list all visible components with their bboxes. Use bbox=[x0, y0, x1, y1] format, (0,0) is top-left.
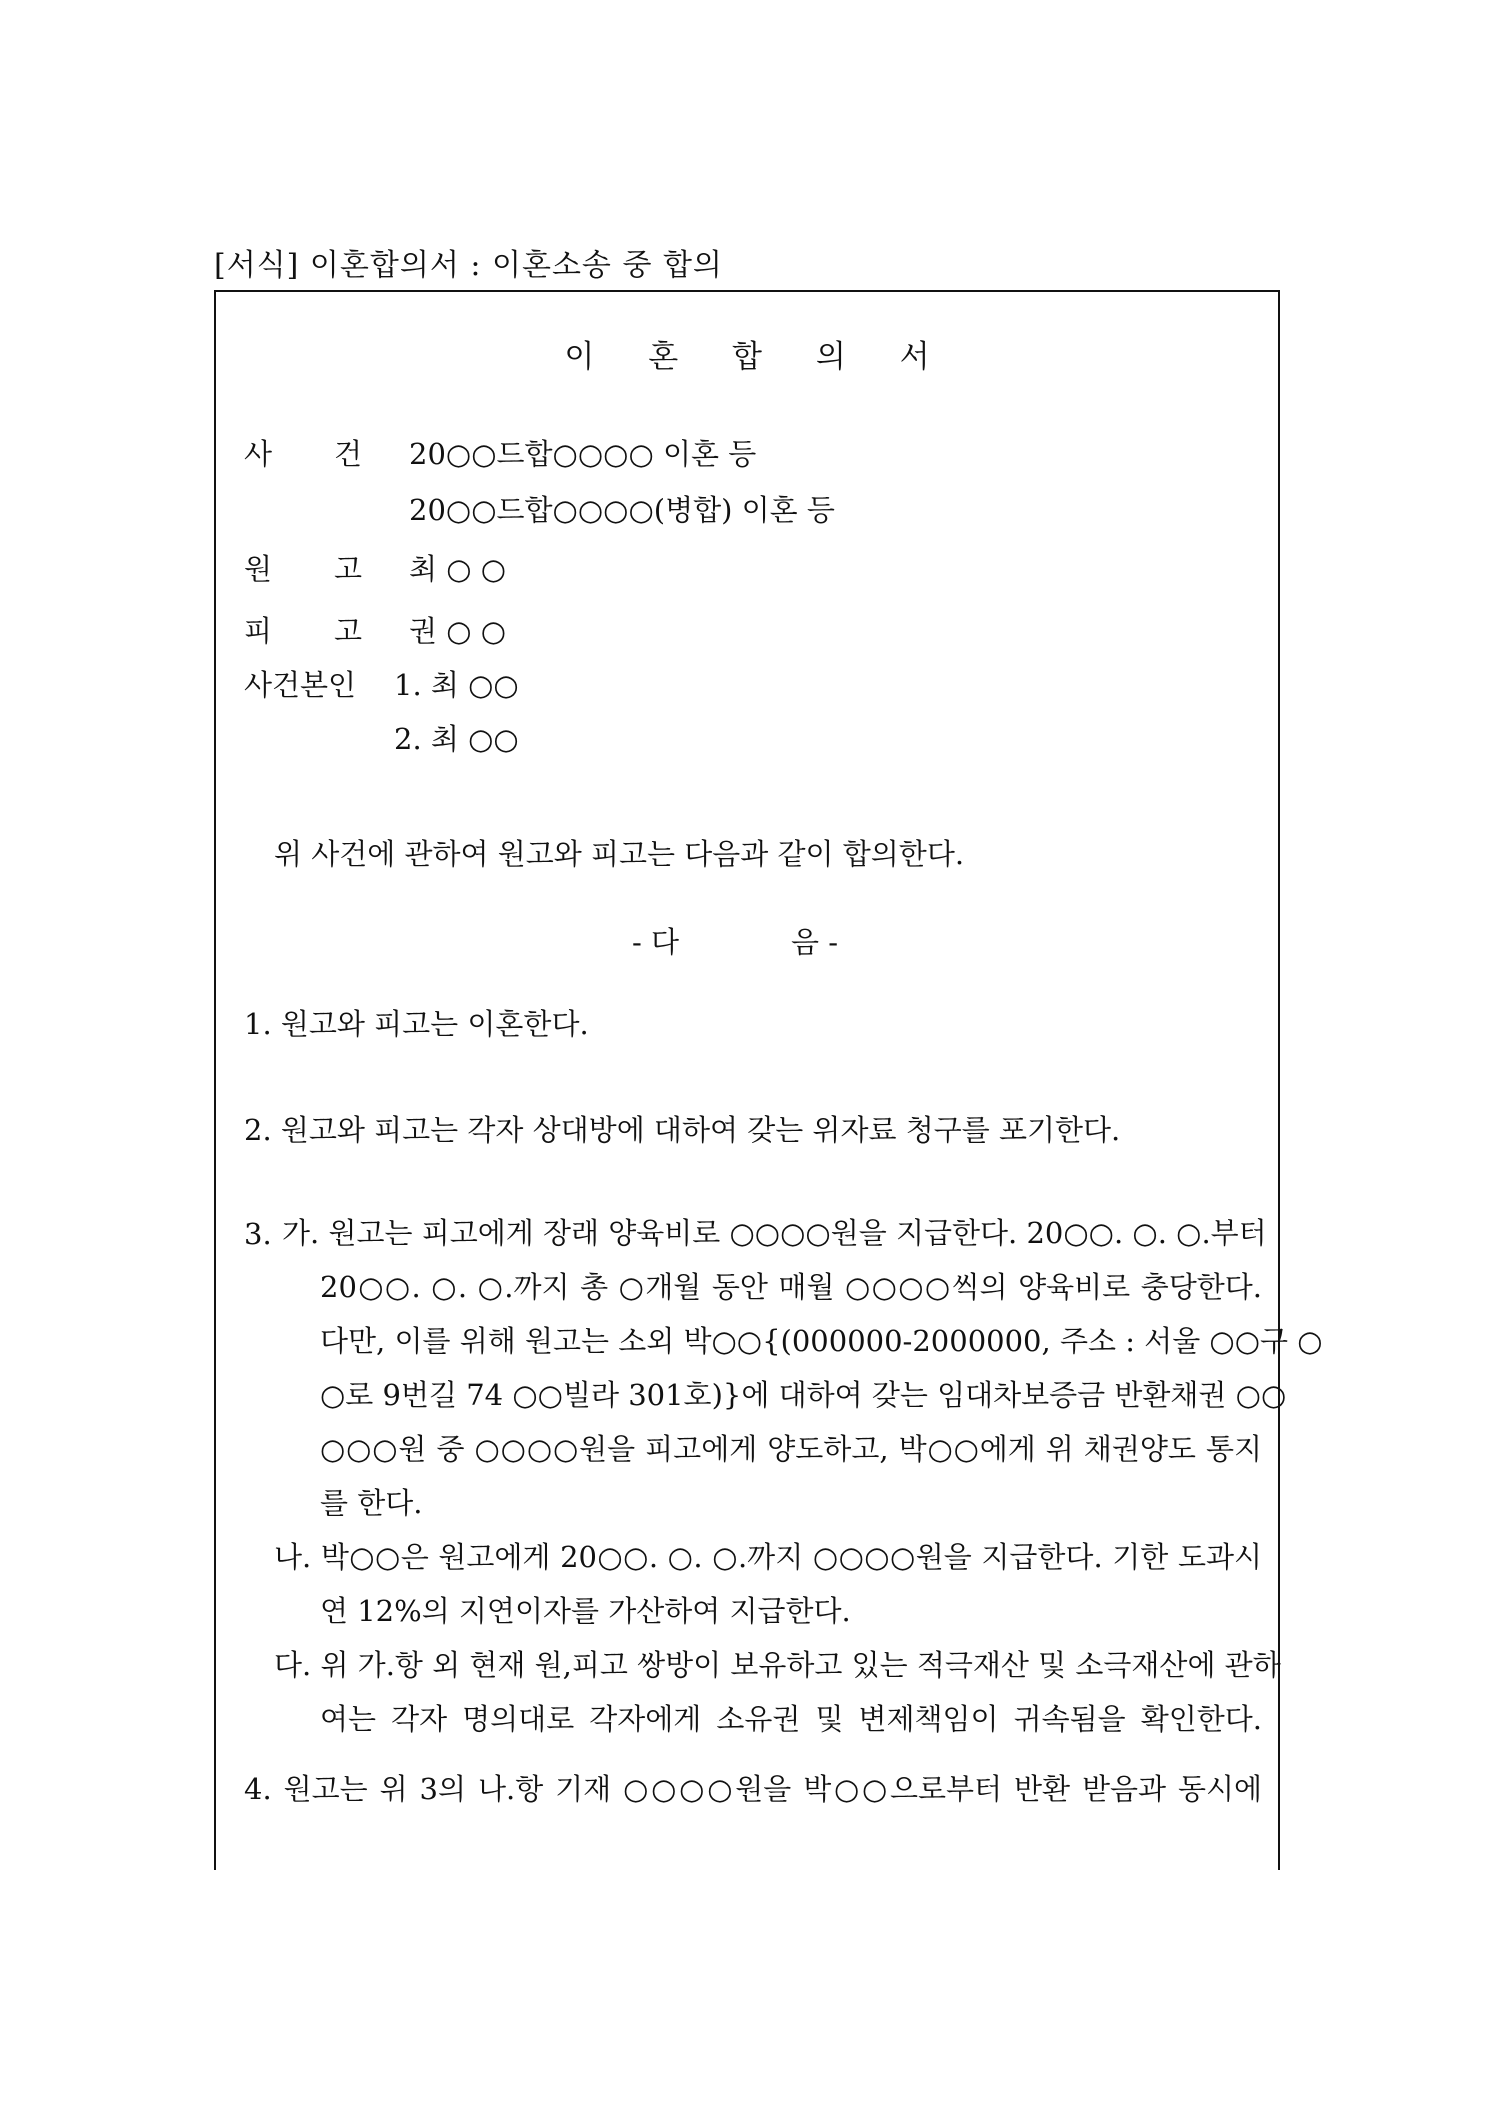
item-3-ga-line-3: 다만, 이를 위해 원고는 소외 박○○{(000000-2000000, 주소 : 서울 ○○구 ○ bbox=[320, 1324, 1323, 1358]
defendant-value: 권 ○ ○ bbox=[409, 614, 507, 648]
defendant-label bbox=[244, 614, 362, 648]
intro-sentence: 위 사건에 관하여 원고와 피고는 다음과 같이 합의한다. bbox=[274, 837, 965, 871]
item-3-na-line-1: 나. 박○○은 원고에게 20○○. ○. ○.까지 ○○○○원을 지급한다. 기한 도과시 bbox=[274, 1540, 1262, 1574]
document-box bbox=[214, 290, 1323, 1870]
item-3-ga-line-2: 20○○. ○. ○.까지 총 ○개월 동안 매월 ○○○○씩의 양육비로 충당한다. bbox=[320, 1270, 1262, 1304]
item-3-na bbox=[274, 1530, 1262, 1638]
principal-label: 사건본인 bbox=[244, 668, 357, 702]
document-title: 이 혼 합 의 서 bbox=[564, 339, 952, 375]
item-3-da-line-1: 다. 위 가.항 외 현재 원,피고 쌍방이 보유하고 있는 적극재산 및 소극재산에 관하 bbox=[274, 1648, 1281, 1682]
case-value-1: 20○○드합○○○○ 이혼 등 bbox=[409, 437, 757, 471]
principal-1: 1. 최 ○○ bbox=[394, 668, 519, 702]
item-1: 1. 원고와 피고는 이혼한다. bbox=[244, 1007, 589, 1041]
plaintiff-label-char-2: 고 bbox=[333, 552, 362, 586]
item-3-da-line-2: 여는 각자 명의대로 각자에게 소유권 및 변제책임이 귀속됨을 확인한다. bbox=[320, 1702, 1262, 1736]
item-3-ga-line-6: 를 한다. bbox=[320, 1486, 423, 1520]
item-3-number: 3. bbox=[244, 1217, 272, 1251]
case-label bbox=[244, 437, 362, 471]
item-3-ga-line-4: ○로 9번길 74 ○○빌라 301호)}에 대하여 갖는 임대차보증금 반환채권 ○○ bbox=[320, 1378, 1287, 1412]
divider-left: - 다 bbox=[632, 925, 680, 959]
defendant-label-char-2: 고 bbox=[333, 614, 362, 648]
defendant-label-char-1: 피 bbox=[244, 614, 273, 648]
item-4 bbox=[244, 1762, 1262, 1816]
form-label: [서식] 이혼합의서 : 이혼소송 중 합의 bbox=[214, 248, 723, 283]
item-4-line-1: 4. 원고는 위 3의 나.항 기재 ○○○○원을 박○○으로부터 반환 받음과 동시에 bbox=[244, 1772, 1262, 1806]
divider-right: 음 - bbox=[791, 925, 839, 959]
case-label-char-1: 사 bbox=[244, 437, 273, 471]
plaintiff-label bbox=[244, 552, 362, 586]
item-3-ga bbox=[282, 1206, 1323, 1530]
principal-2: 2. 최 ○○ bbox=[394, 722, 519, 756]
item-3-na-line-2: 연 12%의 지연이자를 가산하여 지급한다. bbox=[320, 1594, 851, 1628]
item-3-ga-line-1: 가. 원고는 피고에게 장래 양육비로 ○○○○원을 지급한다. 20○○. ○. ○.부터 bbox=[282, 1216, 1267, 1250]
case-value-2: 20○○드합○○○○(병합) 이혼 등 bbox=[409, 493, 835, 527]
item-3-ga-line-5: ○○○원 중 ○○○○원을 피고에게 양도하고, 박○○에게 위 채권양도 통지 bbox=[320, 1432, 1262, 1466]
plaintiff-value: 최 ○ ○ bbox=[409, 552, 507, 586]
case-label-char-2: 건 bbox=[333, 437, 362, 471]
item-2: 2. 원고와 피고는 각자 상대방에 대하여 갖는 위자료 청구를 포기한다. bbox=[244, 1113, 1121, 1147]
plaintiff-label-char-1: 원 bbox=[244, 552, 273, 586]
item-3-da bbox=[274, 1638, 1281, 1746]
